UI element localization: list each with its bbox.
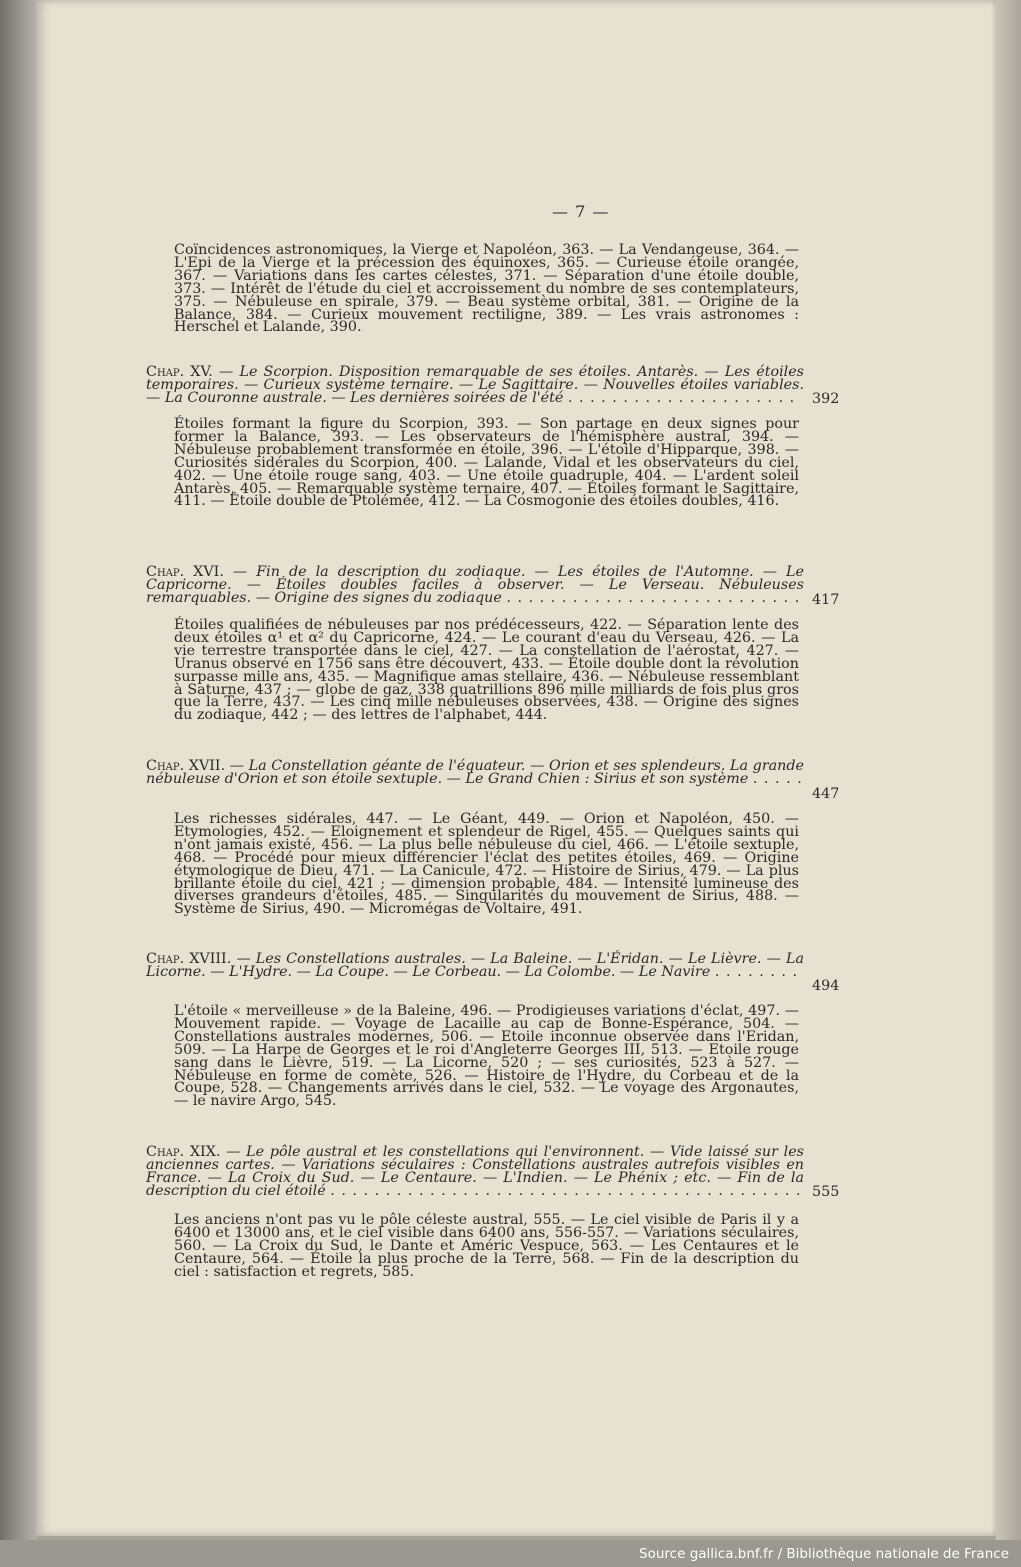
summary-paragraph: Étoiles qualifiées de nébuleuses par nos prédécesseurs, 422. — Séparation lente des deux étoiles α¹ et α² du Capricorne, 424. — Le courant d'eau du Verseau, 426. — La vie terrestre transportée dans le ciel, 427. — La constellation de l'aérostat, 427. — Uranus observé en 1756 sans être découvert, 433. — Étoile double dont la révolution surpasse mille ans, 435. — Magnifique amas stellaire, 436. — Nébuleuse ressemblant à Saturne, 437 ; — globe de gaz, 338 quatrillions 896 mille milliards de fois plus gros que la Terre, 437. — Les cinq mille nébuleuses observées, 438. — Origine des signes du zodiaque, 442 ; — des lettres de l'alphabet, 444.	[174, 617, 799, 724]
source-footer: Source gallica.bnf.fr / Bibliothèque nationale de France	[639, 1546, 1009, 1562]
chapter-page-number: 417	[812, 592, 840, 608]
dot-leader: . . . . . . . . . . . . . . . . . . . . . . . . . . . . . . . . . . . . . . . . . . .	[330, 1182, 802, 1199]
page-right-edge	[996, 0, 1021, 1540]
chapter-title: — Les Constellations australes. — La Baleine. — L'Éridan. — Le Lièvre. — La Licorne. — L'Hydre. — La Coupe. — Le Corbeau. — La Colombe. — Le Navire	[146, 951, 804, 980]
chapter-title: — Fin de la description du zodiaque. — Les étoiles de l'Automne. — Le Capricorne. — Étoiles doubles faciles à observer. — Le Verseau. Nébuleuses remarquables. — Origine des signes du zodiaque	[146, 564, 804, 606]
chapter-page-number: 392	[812, 391, 840, 407]
summary-paragraph: L'étoile « merveilleuse » de la Baleine, 496. — Prodigieuses variations d'éclat, 497. — Mouvement rapide. — Voyage de Lacaille au cap de Bonne-Espérance, 504. — Constellations australes modernes, 506. — Etoile inconnue observée dans l'Eridan, 509. — La Harpe de Georges et le roi d'Angleterre Georges III, 513. — Etoile rouge sang dans le Lièvre, 519. — La Licorne, 520 ; — ses curiosités, 523 à 527. — Nébuleuse en forme de comète, 526. — Histoire de l'Hydre, du Corbeau et de la Coupe, 528. — Changements arrivés dans le ciel, 532. — Le voyage des Argonautes, — le navire Argo, 545.	[174, 1003, 799, 1110]
book-binding-edge	[0, 0, 36, 1540]
chapter-page-number: 494	[812, 978, 840, 994]
summary-paragraph: Les richesses sidérales, 447. — Le Géant, 449. — Orion et Napoléon, 450. — Etymologies, 452. — Eloignement et splendeur de Rigel, 455. — Quelques saints qui n'ont jamais existé, 456. — La plus belle nébuleuse du ciel, 466. — L'étoile sextuple, 468. — Procédé pour mieux différencier l'éclat des petites étoiles, 469. — Origine étymologique de Dieu, 471. — La Canicule, 472. — Histoire de Sirius, 479. — La plus brillante étoile du ciel, 421 ; — dimension probable, 484. — Intensité lumineuse des diverses grandeurs d'étoiles, 485. — Singularités du mouvement de Sirius, 488. — Système de Sirius, 490. — Micromégas de Voltaire, 491.	[174, 811, 799, 918]
chapter-title: — La Constellation géante de l'équateur. — Orion et ses splendeurs. La grande nébuleuse d'Orion et son étoile sextuple. — Le Grand Chien : Sirius et son système	[146, 758, 804, 787]
chapter-title: — Le pôle austral et les constellations qui l'environnent. — Vide laissé sur les anciennes cartes. — Variations séculaires : Constellations australes autrefois visibles en France. — La Croix du Sud. — Le Centaure. — L'Indien. — Le Phénix ; etc. — Fin de la description du ciel étoilé	[146, 1144, 804, 1199]
chapter-heading-xvii	[146, 760, 804, 786]
chapter-label: Chap. XVI.	[146, 564, 224, 580]
chapter-label: Chap. XVIII.	[146, 951, 232, 967]
chapter-heading-xix	[146, 1146, 804, 1198]
chapter-page-number: 555	[812, 1184, 840, 1200]
chapter-heading-xviii	[146, 953, 804, 979]
summary-paragraph: Coïncidences astronomiques, la Vierge et Napoléon, 363. — La Vendangeuse, 364. — L'Epi de la Vierge et la précession des équinoxes, 365. — Curieuse étoile orangée, 367. — Variations dans les cartes célestes, 371. — Séparation d'une étoile double, 373. — Intérêt de l'étude du ciel et accroissement du nombre de ses contemplateurs, 375. — Nébuleuse en spirale, 379. — Beau système orbital, 381. — Origine de la Balance, 384. — Curieux mouvement rectiligne, 389. — Les vrais astronomes : Herschel et Lalande, 390.	[174, 242, 799, 336]
dot-leader: . . . . . . . . . . . . . . . . . . . . . . . . . . .	[506, 589, 801, 606]
chapter-heading-xv	[146, 366, 804, 405]
dot-leader: . . . . . . . .	[714, 963, 799, 980]
dot-leader: . . . . . . . . . . . . . . . . . . . . .	[567, 389, 796, 406]
chapter-label: Chap. XIX.	[146, 1144, 221, 1160]
chapter-label: Chap. XV.	[146, 364, 213, 380]
chapter-page-number: 447	[812, 786, 840, 802]
dot-leader: . . . . .	[752, 770, 803, 787]
summary-paragraph: Les anciens n'ont pas vu le pôle céleste austral, 555. — Le ciel visible de Paris il y a 6400 et 13000 ans, et le ciel visible dans 6400 ans, 556-557. — Variations séculaires, 560. — La Croix du Sud, le Dante et Améric Vespuce, 563. — Les Centaures et le Centaure, 564. — Étoile la plus proche de la Terre, 568. — Fin de la description du ciel : satisfaction et regrets, 585.	[174, 1212, 799, 1280]
book-page	[36, 0, 996, 1536]
chapter-title: — Le Scorpion. Disposition remarquable de ses étoiles. Antarès. — Les étoiles temporaires. — Curieux système ternaire. — Le Sagittaire. — Nouvelles étoiles variables. — La Couronne australe. — Les dernières soirées de l'été	[146, 364, 805, 406]
page-number: — 7 —	[552, 202, 610, 221]
chapter-label: Chap. XVII.	[146, 758, 226, 774]
summary-paragraph: Étoiles formant la figure du Scorpion, 393. — Son partage en deux signes pour former la Balance, 393. — Les observateurs de l'hémisphère austral, 394. — Nébuleuse probablement transformée en étoile, 396. — L'étoile d'Hipparque, 398. — Curiosités sidérales du Scorpion, 400. — Lalande, Vidal et les observateurs du ciel, 402. — Une étoile rouge sang, 403. — Une étoile quadruple, 404. — L'ardent soleil Antarès, 405. — Remarquable système ternaire, 407. — Étoiles formant le Sagittaire, 411. — Étoile double de Ptolémée, 412. — La Cosmogonie des étoiles doubles, 416.	[174, 416, 799, 510]
chapter-heading-xvi	[146, 566, 804, 605]
